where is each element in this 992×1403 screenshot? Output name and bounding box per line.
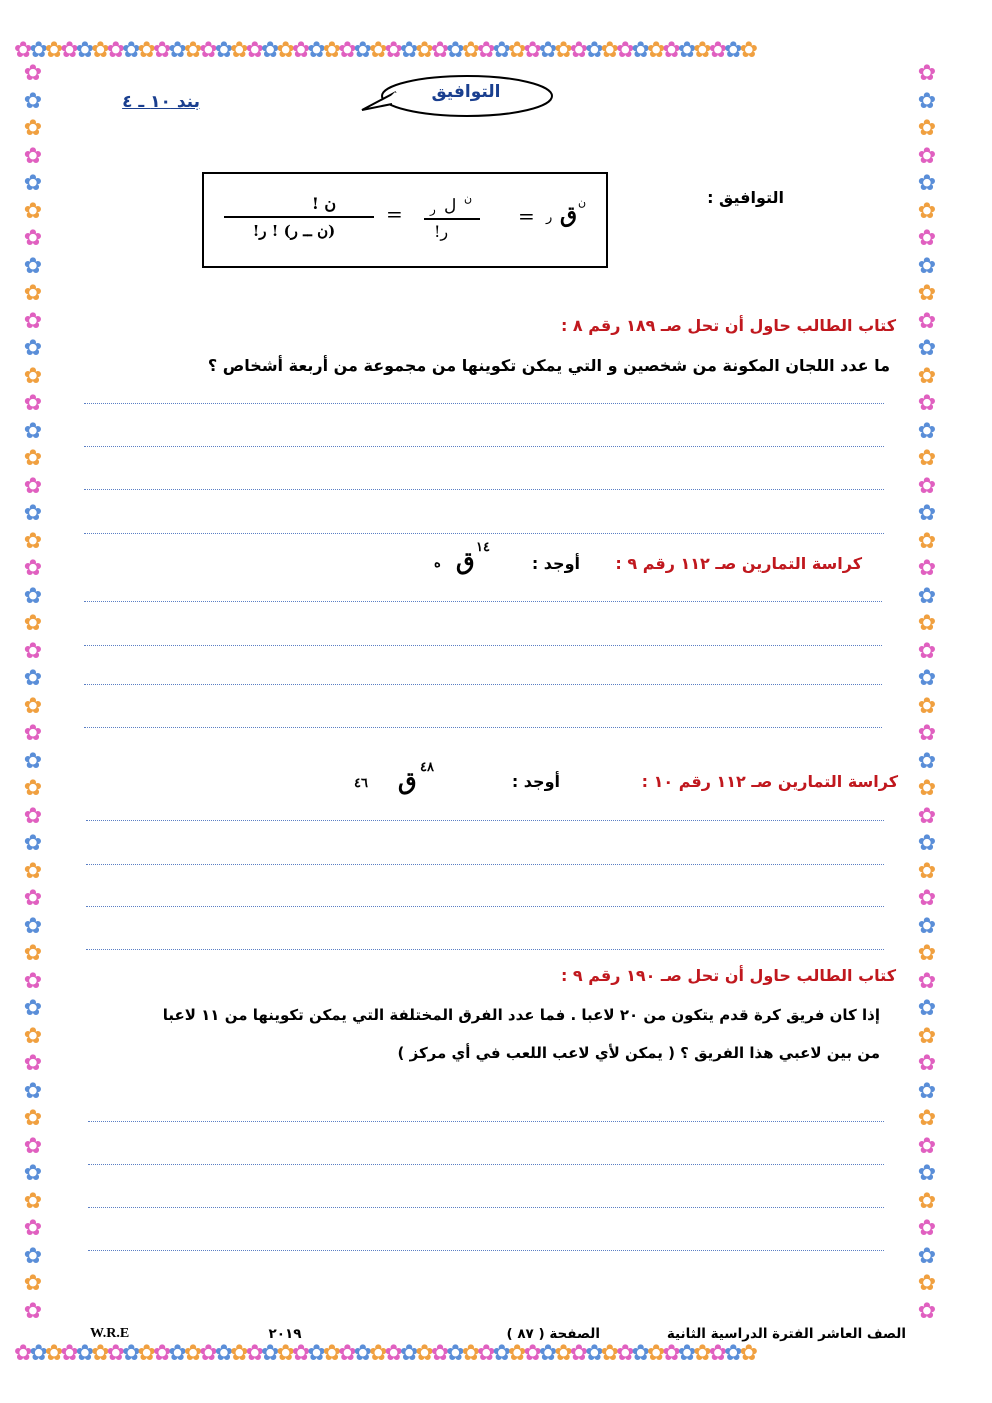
page-title: التوافيق bbox=[431, 82, 501, 102]
flower-border-icon: ✿ bbox=[917, 363, 937, 389]
flower-border-icon: ✿ bbox=[23, 776, 43, 801]
flower-border-icon: ✿ bbox=[917, 1106, 937, 1131]
flower-border-icon: ✿ bbox=[917, 1051, 937, 1076]
flower-border-icon: ✿ bbox=[585, 38, 601, 63]
flower-border-icon: ✿ bbox=[261, 1341, 277, 1366]
flower-border-icon: ✿ bbox=[917, 198, 937, 224]
page-border-bottom bbox=[14, 1341, 980, 1367]
flower-border-icon: ✿ bbox=[917, 446, 937, 471]
answer-line[interactable] bbox=[88, 1207, 884, 1208]
flower-border-icon: ✿ bbox=[538, 38, 555, 63]
flower-border-icon: ✿ bbox=[122, 38, 138, 63]
answer-line[interactable] bbox=[86, 820, 884, 821]
flower-border-icon: ✿ bbox=[183, 38, 200, 63]
flower-border-icon: ✿ bbox=[399, 1341, 416, 1366]
flower-border-icon: ✿ bbox=[917, 473, 937, 499]
flower-border-icon: ✿ bbox=[569, 1341, 586, 1366]
answer-line[interactable] bbox=[88, 1164, 884, 1165]
flower-border-icon: ✿ bbox=[23, 281, 43, 306]
page-border-left bbox=[20, 60, 46, 1342]
flower-border-icon: ✿ bbox=[446, 1341, 462, 1366]
question-1-title: كتاب الطالب حاول أن تحل صـ ١٨٩ رقم ٨ : bbox=[560, 316, 896, 335]
flower-border-icon: ✿ bbox=[23, 253, 43, 279]
flower-border-icon: ✿ bbox=[23, 1161, 43, 1186]
definition-label: التوافيق : bbox=[707, 188, 784, 207]
footer-grade: الصف العاشر الفترة الدراسية الثانية bbox=[666, 1326, 906, 1342]
answer-line[interactable] bbox=[88, 1121, 884, 1122]
flower-border-icon: ✿ bbox=[23, 666, 43, 691]
flower-border-icon: ✿ bbox=[23, 721, 43, 746]
flower-border-icon: ✿ bbox=[917, 253, 937, 279]
flower-border-icon: ✿ bbox=[917, 418, 937, 444]
flower-border-icon: ✿ bbox=[230, 1341, 246, 1366]
flower-border-icon: ✿ bbox=[183, 1341, 200, 1366]
footer-code: W.R.E bbox=[90, 1326, 130, 1341]
flower-border-icon: ✿ bbox=[917, 308, 937, 334]
flower-border-icon: ✿ bbox=[384, 38, 400, 63]
flower-border-icon: ✿ bbox=[245, 38, 261, 63]
flower-border-icon: ✿ bbox=[23, 1023, 43, 1049]
answer-line[interactable] bbox=[84, 727, 882, 728]
flower-border-icon: ✿ bbox=[917, 556, 937, 581]
flower-border-icon: ✿ bbox=[917, 1188, 937, 1214]
question-3-expression: ٤٨ ق ٤٦ bbox=[354, 760, 434, 795]
flower-border-icon: ✿ bbox=[399, 38, 416, 63]
flower-border-icon: ✿ bbox=[261, 38, 277, 63]
flower-border-icon: ✿ bbox=[276, 1341, 292, 1366]
flower-border-icon: ✿ bbox=[291, 1341, 308, 1366]
flower-border-icon: ✿ bbox=[23, 1106, 43, 1131]
question-1-text: ما عدد اللجان المكونة من شخصين و التي يمكن تكوينها من مجموعة من أربعة أشخاص ؟ bbox=[207, 356, 890, 375]
flower-border-icon: ✿ bbox=[508, 38, 524, 63]
flower-border-icon: ✿ bbox=[245, 1341, 261, 1366]
flower-border-icon: ✿ bbox=[917, 611, 937, 636]
flower-border-icon: ✿ bbox=[23, 1051, 43, 1076]
flower-border-icon: ✿ bbox=[693, 1341, 709, 1366]
flower-border-icon: ✿ bbox=[23, 198, 43, 224]
answer-line[interactable] bbox=[84, 489, 884, 490]
flower-border-icon: ✿ bbox=[23, 336, 43, 361]
flower-border-icon: ✿ bbox=[917, 61, 937, 86]
flower-border-icon: ✿ bbox=[917, 116, 937, 141]
answer-line[interactable] bbox=[84, 446, 884, 447]
flower-border-icon: ✿ bbox=[917, 666, 937, 691]
answer-line[interactable] bbox=[84, 403, 884, 404]
question-4-line-2: من بين لاعبي هذا الفريق ؟ ( يمكن لأي لاعب اللعب في أي مركز ) bbox=[397, 1044, 880, 1062]
question-2-expression: ١٤ ق ه bbox=[434, 540, 490, 575]
flower-border-icon: ✿ bbox=[917, 281, 937, 306]
flower-border-icon: ✿ bbox=[199, 38, 215, 63]
flower-border-icon: ✿ bbox=[631, 38, 647, 63]
flower-border-icon: ✿ bbox=[461, 1341, 478, 1366]
flower-border-icon: ✿ bbox=[23, 226, 43, 251]
flower-border-icon: ✿ bbox=[23, 1133, 43, 1159]
flower-border-icon: ✿ bbox=[307, 38, 323, 63]
flower-border-icon: ✿ bbox=[369, 38, 385, 63]
answer-line[interactable] bbox=[88, 1250, 884, 1251]
flower-border-icon: ✿ bbox=[724, 38, 740, 63]
flower-border-icon: ✿ bbox=[917, 501, 937, 526]
flower-border-icon: ✿ bbox=[724, 1341, 740, 1366]
flower-border-icon: ✿ bbox=[91, 38, 107, 63]
flower-border-icon: ✿ bbox=[631, 1341, 647, 1366]
flower-border-icon: ✿ bbox=[585, 1341, 601, 1366]
flower-border-icon: ✿ bbox=[23, 886, 43, 911]
flower-border-icon: ✿ bbox=[23, 996, 43, 1021]
flower-border-icon: ✿ bbox=[446, 38, 462, 63]
flower-border-icon: ✿ bbox=[917, 583, 937, 609]
flower-border-icon: ✿ bbox=[693, 38, 709, 63]
flower-border-icon: ✿ bbox=[477, 1341, 493, 1366]
flower-border-icon: ✿ bbox=[430, 1341, 447, 1366]
flower-border-icon: ✿ bbox=[338, 38, 354, 63]
flower-border-icon: ✿ bbox=[152, 38, 169, 63]
flower-border-icon: ✿ bbox=[23, 583, 43, 609]
flower-border-icon: ✿ bbox=[616, 1341, 632, 1366]
flower-border-icon: ✿ bbox=[917, 1216, 937, 1241]
flower-border-icon: ✿ bbox=[917, 831, 937, 856]
flower-border-icon: ✿ bbox=[492, 38, 508, 63]
flower-border-icon: ✿ bbox=[662, 38, 678, 63]
flower-border-icon: ✿ bbox=[44, 1341, 61, 1366]
flower-border-icon: ✿ bbox=[106, 1341, 123, 1366]
flower-border-icon: ✿ bbox=[917, 1161, 937, 1186]
flower-border-icon: ✿ bbox=[523, 1341, 539, 1366]
flower-border-icon: ✿ bbox=[708, 38, 725, 63]
flower-border-icon: ✿ bbox=[60, 1341, 76, 1366]
flower-border-icon: ✿ bbox=[23, 638, 43, 664]
flower-border-icon: ✿ bbox=[646, 1341, 663, 1366]
flower-border-icon: ✿ bbox=[214, 1341, 231, 1366]
flower-border-icon: ✿ bbox=[917, 693, 937, 719]
flower-border-icon: ✿ bbox=[23, 693, 43, 719]
flower-border-icon: ✿ bbox=[23, 611, 43, 636]
flower-border-icon: ✿ bbox=[23, 1188, 43, 1214]
answer-line[interactable] bbox=[84, 533, 884, 534]
flower-border-icon: ✿ bbox=[708, 1341, 725, 1366]
flower-border-icon: ✿ bbox=[739, 38, 755, 63]
flower-border-icon: ✿ bbox=[917, 968, 937, 994]
flower-border-icon: ✿ bbox=[917, 171, 937, 196]
flower-border-icon: ✿ bbox=[23, 941, 43, 966]
formula-box: ن ق ر = ن ل ر ر! = ن ! (ن ــ ر) ! ر! bbox=[202, 172, 608, 268]
flower-border-icon: ✿ bbox=[23, 116, 43, 141]
flower-border-icon: ✿ bbox=[917, 1243, 937, 1269]
question-4-line-1: إذا كان فريق كرة قدم يتكون من ٢٠ لاعبا . فما عدد الفرق المختلفة التي يمكن تكوينها من ١١ لاعبا bbox=[162, 1006, 880, 1024]
flower-border-icon: ✿ bbox=[600, 1341, 617, 1366]
flower-border-icon: ✿ bbox=[677, 38, 694, 63]
flower-border-icon: ✿ bbox=[307, 1341, 323, 1366]
flower-border-icon: ✿ bbox=[23, 308, 43, 334]
flower-border-icon: ✿ bbox=[91, 1341, 107, 1366]
flower-border-icon: ✿ bbox=[917, 886, 937, 911]
flower-border-icon: ✿ bbox=[23, 1216, 43, 1241]
question-3-title: كراسة التمارين صـ ١١٢ رقم ١٠ : bbox=[641, 772, 898, 791]
flower-border-icon: ✿ bbox=[106, 38, 123, 63]
flower-border-icon: ✿ bbox=[23, 1078, 43, 1104]
flower-border-icon: ✿ bbox=[569, 38, 586, 63]
flower-border-icon: ✿ bbox=[44, 38, 61, 63]
question-3-find-label: أوجد : bbox=[511, 772, 560, 791]
flower-border-icon: ✿ bbox=[23, 61, 43, 86]
flower-border-icon: ✿ bbox=[662, 1341, 678, 1366]
flower-border-icon: ✿ bbox=[23, 446, 43, 471]
flower-border-icon: ✿ bbox=[739, 1341, 755, 1366]
flower-border-icon: ✿ bbox=[646, 38, 663, 63]
footer-page: الصفحة ( ٨٧ ) bbox=[506, 1326, 600, 1342]
flower-border-icon: ✿ bbox=[917, 1298, 937, 1324]
flower-border-icon: ✿ bbox=[23, 1298, 43, 1324]
flower-border-icon: ✿ bbox=[23, 748, 43, 774]
flower-border-icon: ✿ bbox=[23, 528, 43, 554]
flower-border-icon: ✿ bbox=[508, 1341, 524, 1366]
flower-border-icon: ✿ bbox=[23, 1271, 43, 1296]
answer-line[interactable] bbox=[84, 684, 882, 685]
answer-line[interactable] bbox=[84, 601, 882, 602]
flower-border-icon: ✿ bbox=[917, 858, 937, 884]
flower-border-icon: ✿ bbox=[616, 38, 632, 63]
flower-border-icon: ✿ bbox=[917, 143, 937, 169]
flower-border-icon: ✿ bbox=[917, 1078, 937, 1104]
flower-border-icon: ✿ bbox=[917, 721, 937, 746]
flower-border-icon: ✿ bbox=[75, 1341, 92, 1366]
flower-border-icon: ✿ bbox=[23, 171, 43, 196]
question-4-title: كتاب الطالب حاول أن تحل صـ ١٩٠ رقم ٩ : bbox=[560, 966, 896, 985]
flower-border-icon: ✿ bbox=[353, 38, 370, 63]
flower-border-icon: ✿ bbox=[23, 968, 43, 994]
flower-border-icon: ✿ bbox=[168, 1341, 184, 1366]
flower-border-icon: ✿ bbox=[430, 38, 447, 63]
fraction-line-middle bbox=[424, 218, 480, 220]
flower-border-icon: ✿ bbox=[23, 556, 43, 581]
flower-border-icon: ✿ bbox=[917, 1133, 937, 1159]
flower-border-icon: ✿ bbox=[23, 831, 43, 856]
fraction-line-right bbox=[224, 216, 374, 218]
flower-border-icon: ✿ bbox=[369, 1341, 385, 1366]
flower-border-icon: ✿ bbox=[23, 143, 43, 169]
flower-border-icon: ✿ bbox=[291, 38, 308, 63]
flower-border-icon: ✿ bbox=[122, 1341, 138, 1366]
flower-border-icon: ✿ bbox=[353, 1341, 370, 1366]
footer-year: ٢٠١٩ bbox=[268, 1326, 302, 1342]
flower-border-icon: ✿ bbox=[230, 38, 246, 63]
flower-border-icon: ✿ bbox=[29, 1341, 45, 1366]
flower-border-icon: ✿ bbox=[917, 88, 937, 114]
answer-line[interactable] bbox=[86, 906, 884, 907]
flower-border-icon: ✿ bbox=[23, 803, 43, 829]
flower-border-icon: ✿ bbox=[322, 38, 339, 63]
flower-border-icon: ✿ bbox=[492, 1341, 508, 1366]
flower-border-icon: ✿ bbox=[554, 1341, 570, 1366]
answer-line[interactable] bbox=[86, 949, 884, 950]
answer-line[interactable] bbox=[86, 864, 884, 865]
flower-border-icon: ✿ bbox=[917, 1023, 937, 1049]
flower-border-icon: ✿ bbox=[554, 38, 570, 63]
flower-border-icon: ✿ bbox=[14, 38, 30, 63]
formula-lhs: ن ق ر = bbox=[518, 196, 587, 228]
flower-border-icon: ✿ bbox=[23, 858, 43, 884]
answer-line[interactable] bbox=[84, 645, 882, 646]
flower-border-icon: ✿ bbox=[477, 38, 493, 63]
flower-border-icon: ✿ bbox=[137, 38, 153, 63]
flower-border-icon: ✿ bbox=[214, 38, 231, 63]
flower-border-icon: ✿ bbox=[600, 38, 617, 63]
flower-border-icon: ✿ bbox=[23, 363, 43, 389]
flower-border-icon: ✿ bbox=[461, 38, 478, 63]
flower-border-icon: ✿ bbox=[152, 1341, 169, 1366]
flower-border-icon: ✿ bbox=[917, 803, 937, 829]
page-border-right bbox=[914, 60, 940, 1342]
flower-border-icon: ✿ bbox=[677, 1341, 694, 1366]
flower-border-icon: ✿ bbox=[523, 38, 539, 63]
flower-border-icon: ✿ bbox=[23, 418, 43, 444]
question-2-find-label: أوجد : bbox=[531, 554, 580, 573]
flower-border-icon: ✿ bbox=[917, 638, 937, 664]
flower-border-icon: ✿ bbox=[276, 38, 292, 63]
flower-border-icon: ✿ bbox=[917, 941, 937, 966]
flower-border-icon: ✿ bbox=[60, 38, 76, 63]
flower-border-icon: ✿ bbox=[917, 528, 937, 554]
title-callout bbox=[356, 72, 556, 130]
question-2-title: كراسة التمارين صـ ١١٢ رقم ٩ : bbox=[615, 554, 862, 573]
flower-border-icon: ✿ bbox=[23, 88, 43, 114]
flower-border-icon: ✿ bbox=[415, 1341, 431, 1366]
flower-border-icon: ✿ bbox=[168, 38, 184, 63]
flower-border-icon: ✿ bbox=[23, 473, 43, 499]
flower-border-icon: ✿ bbox=[338, 1341, 354, 1366]
flower-border-icon: ✿ bbox=[917, 336, 937, 361]
flower-border-icon: ✿ bbox=[322, 1341, 339, 1366]
flower-border-icon: ✿ bbox=[538, 1341, 555, 1366]
flower-border-icon: ✿ bbox=[23, 391, 43, 416]
flower-border-icon: ✿ bbox=[23, 501, 43, 526]
flower-border-icon: ✿ bbox=[917, 748, 937, 774]
section-number: بند ١٠ ـ ٤ bbox=[122, 92, 200, 112]
flower-border-icon: ✿ bbox=[75, 38, 92, 63]
flower-border-icon: ✿ bbox=[29, 38, 45, 63]
flower-border-icon: ✿ bbox=[23, 913, 43, 939]
flower-border-icon: ✿ bbox=[917, 391, 937, 416]
flower-border-icon: ✿ bbox=[137, 1341, 153, 1366]
flower-border-icon: ✿ bbox=[917, 776, 937, 801]
flower-border-icon: ✿ bbox=[917, 226, 937, 251]
flower-border-icon: ✿ bbox=[917, 996, 937, 1021]
page-border-top bbox=[14, 38, 980, 64]
flower-border-icon: ✿ bbox=[917, 913, 937, 939]
flower-border-icon: ✿ bbox=[14, 1341, 30, 1366]
flower-border-icon: ✿ bbox=[384, 1341, 400, 1366]
flower-border-icon: ✿ bbox=[917, 1271, 937, 1296]
flower-border-icon: ✿ bbox=[23, 1243, 43, 1269]
flower-border-icon: ✿ bbox=[199, 1341, 215, 1366]
flower-border-icon: ✿ bbox=[415, 38, 431, 63]
